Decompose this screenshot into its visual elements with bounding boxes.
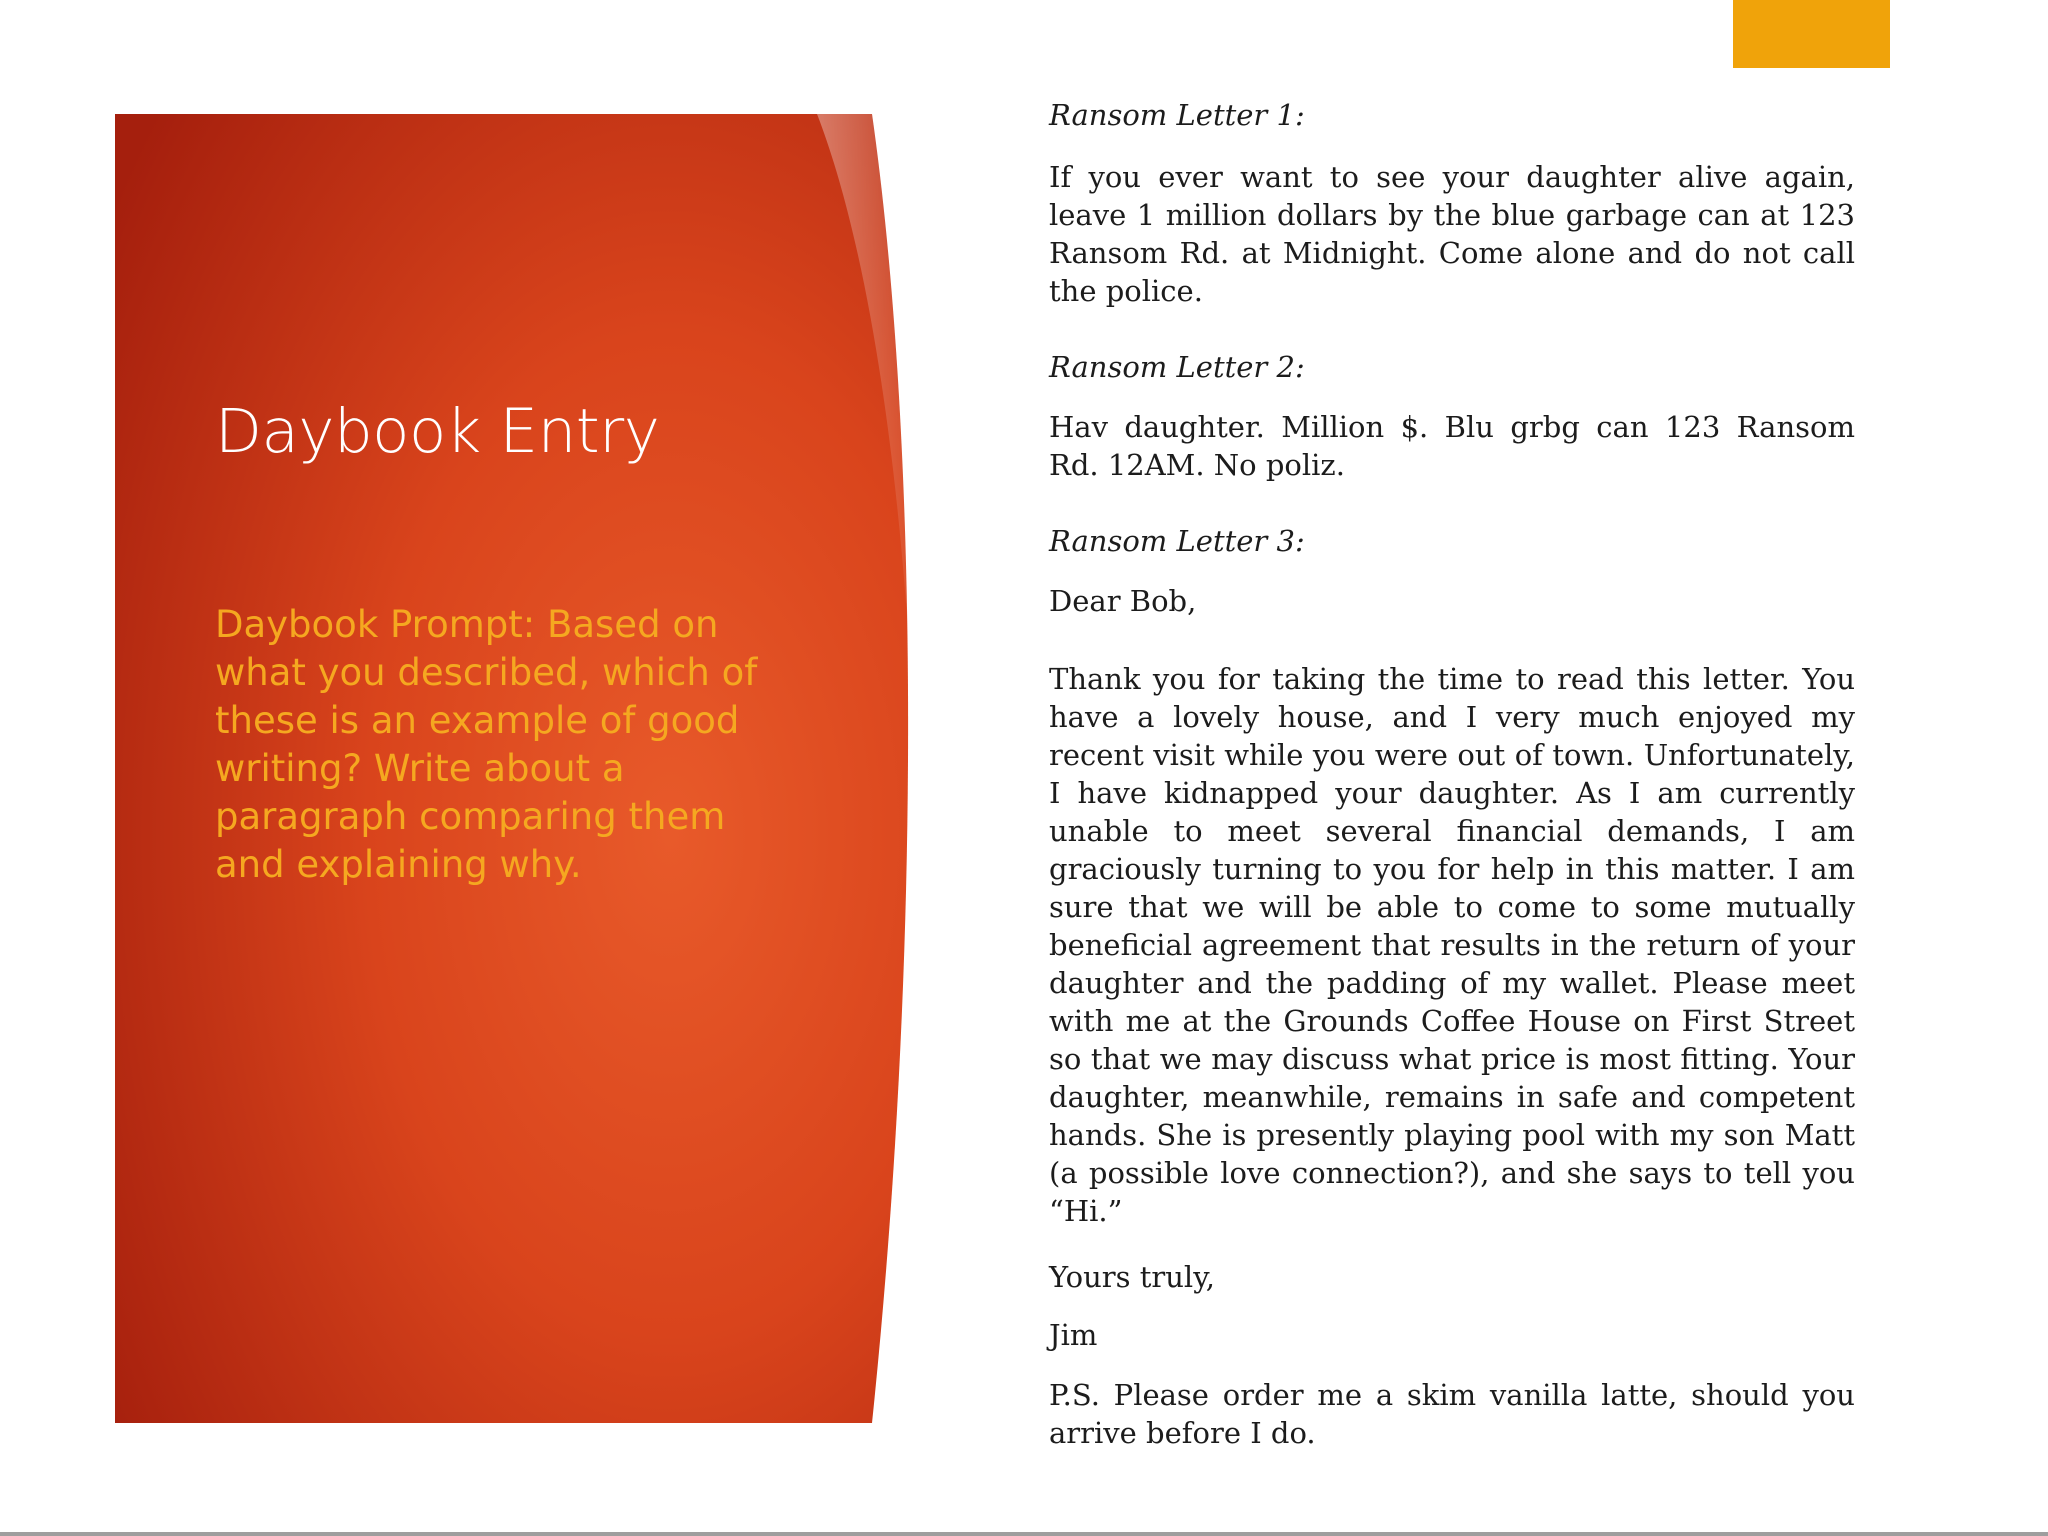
letter3-greeting: Dear Bob, (1049, 584, 1197, 618)
letter3-postscript: P.S. Please order me a skim vanilla latte, should you arrive before I do. (1049, 1378, 1855, 1450)
bottom-divider (0, 1532, 2048, 1536)
letter3-signature: Jim (1049, 1318, 1098, 1352)
letter3-closing: Yours truly, (1049, 1260, 1215, 1294)
letter2-body: Hav daughter. Million $. Blu grbg can 123 Ransom Rd. 12AM. No poliz. (1049, 410, 1855, 482)
letter3-heading: Ransom Letter 3: (1049, 524, 1305, 558)
daybook-prompt: Daybook Prompt: Based on what you described, which of these is an example of good writing? Write about a paragraph comparing them and explaining why. (215, 603, 758, 886)
letter3-body: Thank you for taking the time to read this letter. You have a lovely house, and I very much enjoyed my recent visit while you were out of town. Unfortunately, I have kidnapped your daughter. As I am currently unable to meet several financial demands, I am graciously turning to you for help in this matter. I am sure that we will be able to come to some mutually beneficial agreement that results in the return of your daughter and the padding of my wallet. Please meet with me at the Grounds Coffee House on First Street so that we may discuss what price is most fitting. Your daughter, meanwhile, remains in safe and competent hands. She is presently playing pool with my son Matt (a possible love connection?), and she says to tell you “Hi.” (1049, 662, 1855, 1228)
letter2-heading: Ransom Letter 2: (1049, 350, 1305, 384)
accent-square (1733, 0, 1890, 68)
letter1-body: If you ever want to see your daughter alive again, leave 1 million dollars by the blue garbage can at 123 Ransom Rd. at Midnight. Come alone and do not call the police. (1049, 160, 1855, 308)
letter1-heading: Ransom Letter 1: (1049, 98, 1305, 132)
slide-title: Daybook Entry (215, 396, 660, 467)
